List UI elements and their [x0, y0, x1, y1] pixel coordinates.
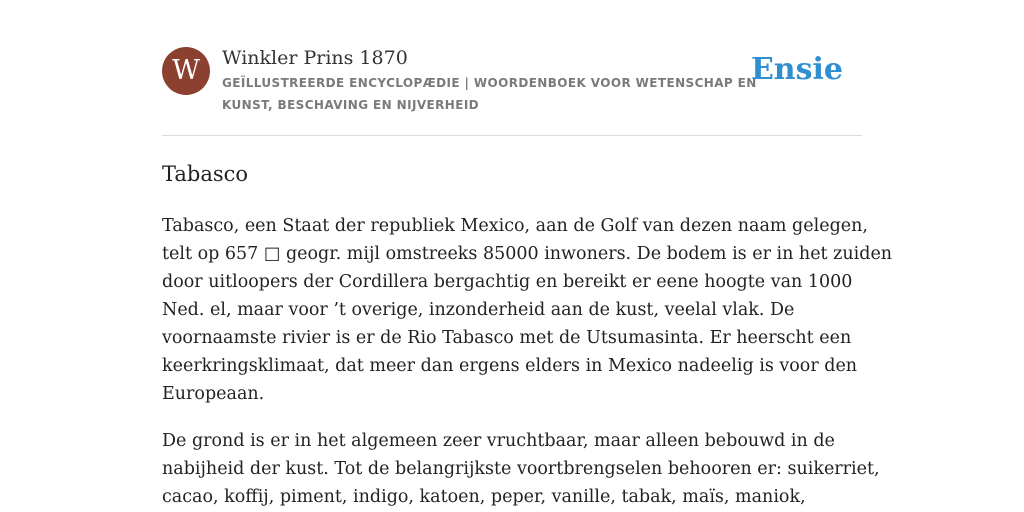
ensie-logo[interactable]: Ensie	[750, 52, 843, 87]
source-header	[162, 46, 862, 116]
paragraph-line: cacao, koffij, piment, indigo, katoen, peper, vanille, tabak, maïs, maniok,	[162, 487, 806, 507]
paragraph-line: nabijheid der kust. Tot de belangrijkste voortbrengselen behooren er: suikerriet,	[162, 459, 880, 479]
paragraph-line: Ned. el, maar voor ’t overige, inzonderheid aan de kust, veelal vlak. De	[162, 300, 795, 320]
paragraph-line: door uitloopers der Cordillera bergachtig en bereikt er eene hoogte van 1000	[162, 272, 853, 292]
paragraph-line: De grond is er in het algemeen zeer vruchtbaar, maar alleen bebouwd in de	[162, 431, 835, 451]
article-title: Tabasco	[162, 162, 249, 186]
article-paragraph	[162, 427, 880, 511]
paragraph-line: Europeaan.	[162, 384, 265, 404]
paragraph-line: keerkringsklimaat, dat meer dan ergens elders in Mexico nadeelig is voor den	[162, 356, 858, 376]
source-title-link[interactable]: Winkler Prins 1870	[222, 47, 408, 69]
paragraph-line: telt op 657 □ geogr. mijl omstreeks 85000 inwoners. De bodem is er in het zuiden	[162, 244, 893, 264]
paragraph-line: Tabasco, een Staat der republiek Mexico, aan de Golf van dezen naam gelegen,	[162, 216, 868, 236]
source-subtitle: GEÏLLUSTREERDE ENCYCLOPÆDIE | WOORDENBOEK VOOR WETENSCHAP EN KUNST, BESCHAVING EN NIJVERHEID	[222, 76, 757, 112]
article	[162, 156, 893, 511]
paragraph-line: voornaamste rivier is er de Rio Tabasco met de Utsumasinta. Er heerscht een	[162, 328, 852, 348]
article-paragraph	[162, 212, 893, 408]
source-avatar[interactable]: W	[162, 47, 210, 95]
header-divider	[162, 135, 862, 136]
